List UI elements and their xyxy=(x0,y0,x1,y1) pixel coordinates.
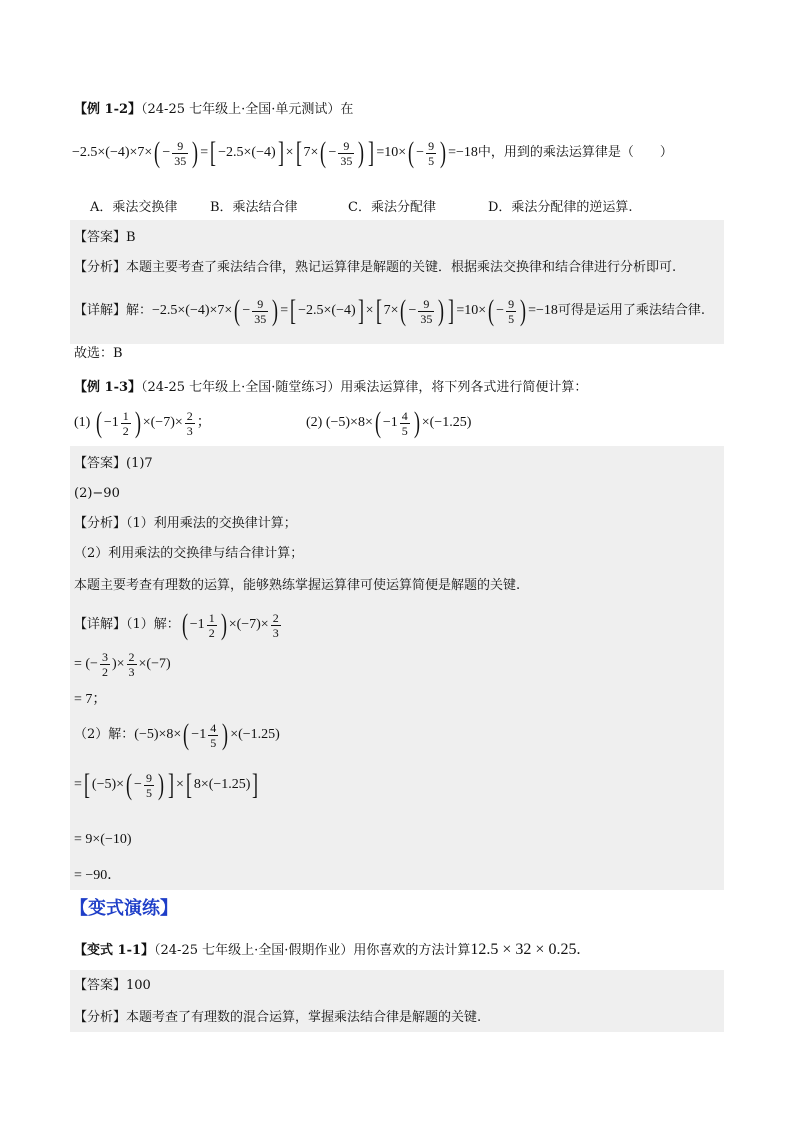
ex13-source: （24-25 七年级上·全国·随堂练习）用乘法运算律，将下列各式进行简便计算： xyxy=(141,380,588,395)
ex13-q1-label: (1) xyxy=(74,415,91,431)
ex13-q2-label: (2) xyxy=(306,415,323,431)
ex13-analysis-1: 【分析】（1）利用乘法的交换律计算； xyxy=(74,516,297,531)
ex13-analysis-3: 本题主要考查有理数的运算，能够熟练掌握运算律可使运算简便是解题的关键. xyxy=(74,578,521,593)
ex13-title: 【例 1-3】 xyxy=(74,380,142,395)
ex12-answer: 【答案】B xyxy=(74,230,136,245)
ex12-title: 【例 1-2】 xyxy=(74,102,142,117)
ex12-conclusion: 故选：B xyxy=(74,346,123,361)
ex13-question-1: (1) ( −1 $\frac{1}{2}$ ) ×(−7)× $\frac{2}{3}$ ； xyxy=(74,406,211,439)
ex13-answer-1: 【答案】(1)7 xyxy=(74,456,153,471)
ex13-step1-result: = 7； xyxy=(74,692,107,707)
var11-question xyxy=(74,940,580,961)
ex13-detail-2: （2）解：(−5)×8×( −1 $\frac{4}{5}$ ) ×(−1.25) xyxy=(74,718,280,751)
ex13-question-2: (2) (−5)×8×( −1 $\frac{4}{5}$ ) ×(−1.25) xyxy=(306,406,472,439)
ex13-step1-a: = (− $\frac{3}{2}$ )× $\frac{2}{3}$ ×(−7) xyxy=(74,650,171,679)
ex13-step2-b: = 9×(−10) xyxy=(74,832,132,847)
section-heading: 【变式演练】 xyxy=(70,898,178,919)
ex13-analysis-2: （2）利用乘法的交换律与结合律计算； xyxy=(74,546,304,561)
ex13-answer-2: (2)−90 xyxy=(74,486,120,501)
ex12-expr-tail: 中，用到的乘法运算律是（ ） xyxy=(477,145,673,161)
var11-answer: 【答案】100 xyxy=(74,978,151,993)
ex12-detail-head: 【详解】解： xyxy=(74,303,153,319)
ex12-option-a: A．乘法交换律 xyxy=(90,200,178,215)
ex13-step2-c: = −90． xyxy=(74,868,122,883)
ex13-heading xyxy=(74,378,587,398)
ex12-expression: −2.5×(−4)×7×( − $\frac{9}{35}$ ) =[ −2.5×(−4)] ×[ 7×( − $\frac{9}{35}$ ) ] =10×( − $\frac{9}{5}$ ) =−18中，用到的乘法运算律是（ ） xyxy=(72,136,673,169)
ex12-analysis: 【分析】本题主要考查了乘法结合律，熟记运算律是解题的关键．根据乘法交换律和结合律进行分析即可. xyxy=(74,260,677,275)
ex13-detail2-head: （2）解： xyxy=(74,727,135,743)
ex13-detail-1: 【详解】（1）解：( −1 $\frac{1}{2}$ ) ×(−7)× $\frac{2}{3}$ xyxy=(74,608,279,641)
ex13-step2-a: =[ (−5)×( − $\frac{9}{5}$ ) ] ×[ 8×(−1.25)] xyxy=(74,768,259,801)
ex12-source: （24-25 七年级上·全国·单元测试）在 xyxy=(141,102,354,117)
ex12-option-c: C．乘法分配律 xyxy=(348,200,436,215)
var11-source: （24-25 七年级上·全国·假期作业）用你喜欢的方法计算 xyxy=(154,943,471,958)
ex13-detail1-head: 【详解】（1）解： xyxy=(74,617,180,633)
var11-title: 【变式 1-1】 xyxy=(74,943,155,958)
var11-expr: 12.5 × 32 × 0.25. xyxy=(470,941,581,958)
ex12-detail-tail: 可得是运用了乘法结合律. xyxy=(557,303,706,319)
ex12-heading xyxy=(74,100,353,120)
var11-analysis: 【分析】本题考查了有理数的混合运算，掌握乘法结合律是解题的关键. xyxy=(74,1010,482,1025)
ex12-option-b: B．乘法结合律 xyxy=(210,200,298,215)
ex12-option-d: D．乘法分配律的逆运算. xyxy=(488,200,633,215)
ex12-detail: 【详解】解：−2.5×(−4)×7×( − $\frac{9}{35}$ ) =[ −2.5×(−4)] ×[ 7×( − $\frac{9}{35}$ ) ] =10×( − $\frac{9}{5}$ ) =−18可得是运用了乘法结合律. xyxy=(74,294,706,327)
